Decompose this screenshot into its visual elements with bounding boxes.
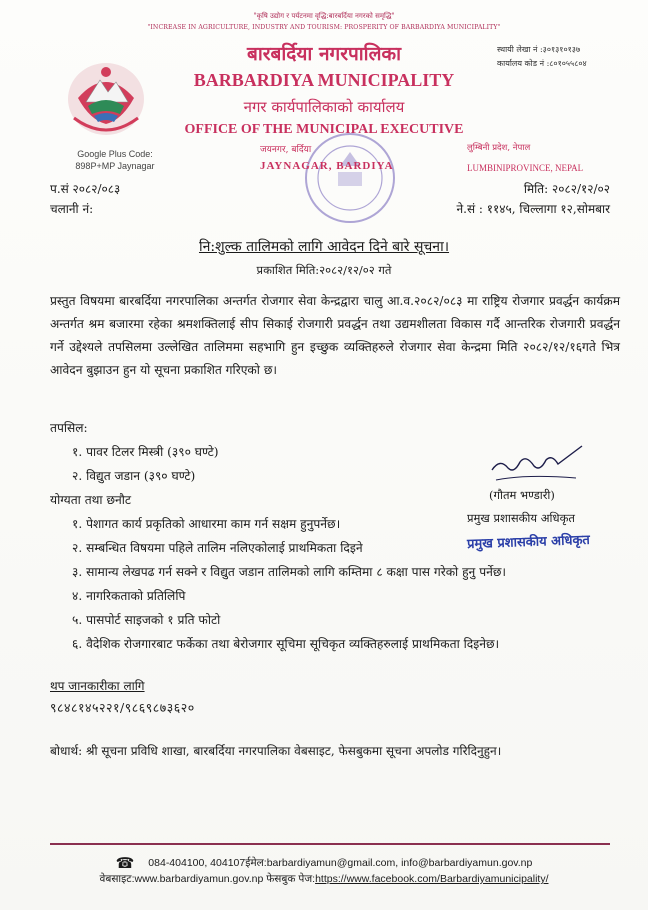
google-plus-code: Google Plus Code: 898P+MP Jaynagar bbox=[75, 149, 155, 171]
published-date: प्रकाशित मिति:२०८२/१२/०२ गते bbox=[256, 263, 392, 277]
office-seal-stamp bbox=[300, 128, 400, 228]
slogan-nepali: "कृषि उद्योग र पर्यटनमा वृद्धि:बारबर्दिया नगरको समृद्धि" bbox=[253, 12, 395, 20]
designation-stamp: प्रमुख प्रशासकीय अधिकृत bbox=[466, 532, 591, 553]
signatory-title: प्रमुख प्रशासकीय अधिकृत bbox=[467, 511, 575, 525]
slogan-english: "INCREASE IN AGRICULTURE, INDUSTRY AND TOURISM: PROSPERITY OF BARBARDIYA MUNICIPALITY" bbox=[147, 24, 501, 31]
more-info-label: थप जानकारीका लागि bbox=[50, 679, 145, 693]
location-nepali: जयनगर, बर्दिया bbox=[260, 145, 312, 155]
patra-sankhya: प.सं २०८२/०८३ bbox=[50, 182, 121, 196]
phone-icon: ☎ bbox=[115, 855, 135, 872]
province-nepali: लुम्बिनी प्रदेश, नेपाल bbox=[467, 143, 531, 153]
notice-subject: नि:शुल्क तालिमको लागि आवेदन दिने बारे सूचना। bbox=[198, 239, 450, 255]
location-english: JAYNAGAR, BARDIYA bbox=[260, 160, 394, 172]
footer-web: वेबसाइट:www.barbardiyamun.gov.np फेसबुक पेज:https://www.facebook.com/Barbardiyamunicipality/ bbox=[99, 873, 549, 885]
qualification-label: योग्यता तथा छनौट bbox=[50, 493, 132, 507]
qualification-item: ५. पासपोर्ट साइजको १ प्रति फोटो bbox=[72, 613, 221, 627]
facebook-link[interactable]: https://www.facebook.com/Barbardiyamunicipality/ bbox=[315, 873, 549, 885]
nepal-sambat-date: ने.सं : ११४५, चिल्लागा १२,सोमबार bbox=[456, 202, 610, 216]
office-code: कार्यालय कोड नं :८०१०५५८०४ bbox=[497, 59, 587, 68]
notice-body: प्रस्तुत विषयमा बारबर्दिया नगरपालिका अन्तर्गत रोजगार सेवा केन्द्रद्वारा चालु आ.व.२०८२/०८३ मा राष्ट्रिय रोजगार प्रवर्द्धन कार्यक्रम अन्तर्गत श्रम बजारमा रहेका श्रमशक्तिलाई सीप सिकाई रोजगारी प्रवर्द्धन तथा उद्यमशीलता विकास गर्दै आन्तरिक रोजगारी प्रवर्द्धन गर्ने उद्देश्यले तपसिलमा उल्लेखित तालिममा सहभागि हुन इच्छुक व्यक्तिहरुले रोजगार सेवा केन्द्रमा मिति २०८२/१२/१६गते भित्र आवेदन बुझाउन हुन यो सूचना प्रकाशित गरिएको छ। bbox=[50, 294, 620, 377]
handwritten-signature bbox=[486, 440, 586, 486]
municipality-title-english: BARBARDIYA MUNICIPALITY bbox=[193, 70, 455, 90]
tapasil-label: तपसिल: bbox=[50, 421, 88, 435]
pan-number: स्थायी लेखा नं :३०१३१०१३७ bbox=[497, 45, 581, 54]
footer-contact: ☎ 084-404100, 404107ईमेल:barbardiyamun@gmail.com, info@barbardiyamun.gov.np bbox=[115, 855, 533, 872]
contact-phone-numbers: ९८४८१४५२२१/९८६९८७३६२० bbox=[50, 700, 195, 715]
qualification-item: ३. सामान्य लेखपढ गर्न सक्ने र विद्युत जडान तालिमको लागि कम्तिमा ८ कक्षा पास गरेको हुनु पर्नेछ। bbox=[72, 565, 507, 579]
municipality-title-nepali: बारबर्दिया नगरपालिका bbox=[247, 43, 401, 65]
footer-divider bbox=[50, 843, 610, 845]
bodharth-cc-note: बोधार्थ: श्री सूचना प्रविधि शाखा, बारबर्दिया नगरपालिका वेबसाइट, फेसबुकमा सूचना अपलोड गरिदिनुहुन। bbox=[50, 744, 502, 758]
training-item: १. पावर टिलर मिस्त्री (३९० घण्टे) bbox=[72, 445, 219, 459]
chalani-number: चलानी नं: bbox=[50, 202, 94, 216]
qualification-item: १. पेशागत कार्य प्रकृतिको आधारमा काम गर्न सक्षम हुनुपर्नेछ। bbox=[72, 517, 341, 531]
signatory-name: (गौतम भण्डारी) bbox=[489, 488, 555, 502]
province-english: LUMBINIPROVINCE, NEPAL bbox=[467, 163, 584, 173]
office-name-english: OFFICE OF THE MUNICIPAL EXECUTIVE bbox=[184, 122, 464, 137]
qualification-item: ४. नागरिकताको प्रतिलिपि bbox=[72, 589, 186, 603]
training-item: २. विद्युत जडान (३९० घण्टे) bbox=[72, 469, 196, 483]
letter-date: मिति: २०८२/१२/०२ bbox=[523, 182, 610, 196]
qualification-item: २. सम्बन्धित विषयमा पहिले तालिम नलिएकोलाई प्राथमिकता दिइने bbox=[72, 541, 363, 555]
qualification-item: ६. वैदेशिक रोजगारबाट फर्केका तथा बेरोजगार सूचिमा सूचिकृत व्यक्तिहरुलाई प्राथमिकता दिइनेछ। bbox=[72, 637, 500, 651]
office-name-nepali: नगर कार्यपालिकाको कार्यालय bbox=[243, 98, 405, 116]
